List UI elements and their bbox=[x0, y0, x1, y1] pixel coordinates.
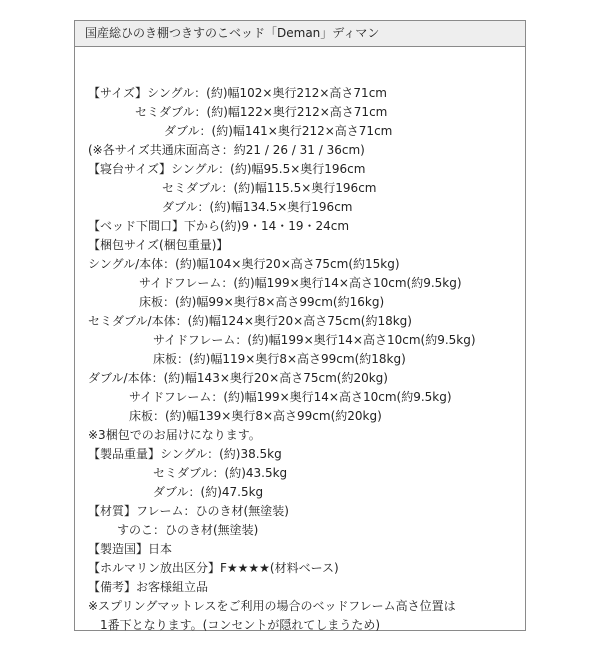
spec-line: サイドフレーム：(約)幅199×奥行14×高さ10cm(約9.5kg) bbox=[129, 390, 452, 404]
spec-line: セミダブル/本体：(約)幅124×奥行20×高さ75cm(約18kg) bbox=[88, 314, 412, 328]
spec-line: 【製造国】日本 bbox=[88, 542, 173, 556]
spec-line: すのこ：ひのき材(無塗装) bbox=[117, 523, 259, 537]
spec-line: 【製品重量】シングル：(約)38.5kg bbox=[88, 447, 282, 461]
spec-line: (※各サイズ共通床面高さ：約21 / 26 / 31 / 36cm) bbox=[88, 143, 365, 157]
spec-line: 【サイズ】シングル：(約)幅102×奥行212×高さ71cm bbox=[88, 86, 387, 100]
product-title: 国産総ひのき棚つきすのこベッド「Deman」ディマン bbox=[75, 21, 525, 47]
spec-line: シングル/本体：(約)幅104×奥行20×高さ75cm(約15kg) bbox=[88, 257, 400, 271]
spec-line: サイドフレーム：(約)幅199×奥行14×高さ10cm(約9.5kg) bbox=[139, 276, 462, 290]
spec-line: サイドフレーム：(約)幅199×奥行14×高さ10cm(約9.5kg) bbox=[153, 333, 476, 347]
spec-line: セミダブル：(約)43.5kg bbox=[153, 466, 288, 480]
spec-line: セミダブル：(約)幅122×奥行212×高さ71cm bbox=[135, 105, 388, 119]
spec-line: ※3梱包でのお届けになります。 bbox=[88, 428, 261, 442]
spec-line: 床板：(約)幅99×奥行8×高さ99cm(約16kg) bbox=[139, 295, 385, 309]
spec-line: 1番下となります。(コンセントが隠れてしまうため) bbox=[100, 618, 381, 632]
spec-line: ダブル：(約)幅141×奥行212×高さ71cm bbox=[164, 124, 393, 138]
spec-line: ダブル：(約)幅134.5×奥行196cm bbox=[162, 200, 353, 214]
spec-line: ※スプリングマットレスをご利用の場合のベッドフレーム高さ位置は bbox=[88, 599, 456, 613]
spec-line: 【ベッド下間口】下から(約)9・14・19・24cm bbox=[88, 219, 350, 233]
spec-line: 【備考】お客様組立品 bbox=[88, 580, 209, 594]
spec-line: ダブル：(約)47.5kg bbox=[153, 485, 264, 499]
spec-line: セミダブル：(約)幅115.5×奥行196cm bbox=[162, 181, 377, 195]
spec-line: 床板：(約)幅139×奥行8×高さ99cm(約20kg) bbox=[129, 409, 382, 423]
spec-line: 床板：(約)幅119×奥行8×高さ99cm(約18kg) bbox=[153, 352, 406, 366]
spec-table bbox=[74, 20, 526, 631]
spec-line: 【梱包サイズ(梱包重量)】 bbox=[88, 238, 229, 252]
spec-line: ダブル/本体：(約)幅143×奥行20×高さ75cm(約20kg) bbox=[88, 371, 388, 385]
spec-line: 【寝台サイズ】シングル：(約)幅95.5×奥行196cm bbox=[88, 162, 366, 176]
spec-line: 【ホルマリン放出区分】F★★★★(材料ベース) bbox=[88, 561, 339, 575]
spec-line: 【材質】フレーム：ひのき材(無塗装) bbox=[88, 504, 289, 518]
